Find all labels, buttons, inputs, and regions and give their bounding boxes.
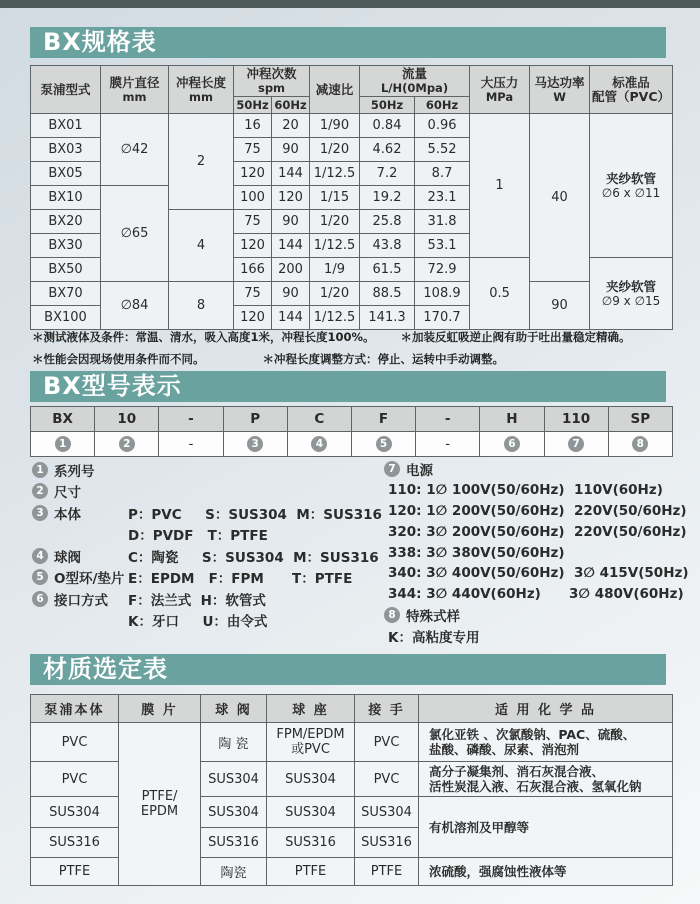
power-cell: 40 — [530, 114, 590, 282]
power-cell: 90 — [530, 282, 590, 330]
joint-cell: SUS304 — [355, 797, 419, 828]
flow60-cell: 53.1 — [415, 234, 470, 258]
header-flow-text: 流量 — [402, 66, 428, 81]
spm60-cell: 90 — [272, 210, 310, 234]
mark-dash-cell: - — [416, 432, 480, 457]
valve-cell: 陶瓷 — [201, 858, 267, 886]
model-cell: BX01 — [31, 114, 101, 138]
circled-number-6: 6 — [504, 436, 520, 452]
flow50-cell: 25.8 — [360, 210, 415, 234]
spm60-cell: 20 — [272, 114, 310, 138]
joint-cell: SUS316 — [355, 828, 419, 858]
circled-number-4: 4 — [32, 548, 48, 564]
header-flow-60hz: 60Hz — [415, 97, 470, 114]
model-code-row — [31, 407, 673, 432]
legend-oring-options: E：EPDM F：FPM T：PTFE — [128, 571, 353, 588]
header-stroke-text: 冲程长度 — [175, 74, 226, 90]
header-pressure-text: 大压力 — [480, 74, 519, 90]
spec-row-bx70 — [31, 282, 673, 306]
header-stroke-unit: mm — [189, 89, 213, 104]
spec-table — [30, 65, 673, 330]
circled-number-2: 2 — [119, 436, 135, 452]
ratio-cell: 1/20 — [310, 282, 360, 306]
circled-number-5: 5 — [32, 569, 48, 585]
header-chemicals: 适 用 化 学 品 — [419, 695, 673, 723]
seat-line1: FPM/EPDM — [276, 727, 345, 742]
seat-cell — [267, 723, 355, 762]
model-cell: BX03 — [31, 138, 101, 162]
header-spm-group — [234, 66, 310, 97]
material-header-row — [31, 695, 673, 723]
legend-valve-options: C：陶瓷 S：SUS304 M：SUS316 — [128, 549, 379, 566]
header-pump-body: 泵浦本体 — [31, 695, 119, 723]
legend-label-connection: 接口方式 — [54, 592, 108, 609]
legend-label-special: 特殊式样 — [406, 608, 460, 625]
power-line-338: 338: 3∅ 380V(50/60Hz) — [388, 544, 565, 561]
legend-item-body — [32, 502, 384, 524]
flow60-cell: 0.96 — [415, 114, 470, 138]
legend-label-size: 尺寸 — [54, 485, 81, 502]
chem-line1: 高分子凝集剂、消石灰混合液、 — [429, 764, 605, 779]
footnote-line-2 — [32, 351, 677, 367]
flow50-cell: 88.5 — [360, 282, 415, 306]
footnote-line-1 — [32, 329, 677, 345]
spm50-cell: 16 — [234, 114, 272, 138]
circled-number-1: 1 — [32, 462, 48, 478]
code-valve: C — [287, 407, 351, 432]
ratio-cell: 1/9 — [310, 258, 360, 282]
footnote-antisiphon: ＊加装反虹吸逆止阀有助于吐出量稳定精确。 — [400, 330, 631, 344]
circled-number-2: 2 — [32, 483, 48, 499]
joint-cell: PTFE — [355, 858, 419, 886]
ratio-cell: 1/12.5 — [310, 234, 360, 258]
circled-number-7: 7 — [384, 461, 400, 477]
legend-circle-2 — [32, 483, 54, 499]
spm60-cell: 120 — [272, 186, 310, 210]
footnote-test-conditions: ＊测试液体及条件：常温、清水，吸入高度1米，冲程长度100%。 — [32, 330, 375, 344]
legend-item-body-cont — [32, 524, 384, 546]
joint-cell: PVC — [355, 723, 419, 762]
mark-dash-cell: - — [159, 432, 223, 457]
code-connection: H — [480, 407, 544, 432]
code-special: SP — [608, 407, 672, 432]
mark-5-cell — [351, 432, 415, 457]
mark-3-cell — [223, 432, 287, 457]
code-series: BX — [31, 407, 95, 432]
diaphragm-line1: PTFE/ — [141, 789, 178, 804]
code-size: 10 — [95, 407, 159, 432]
spec-section-title: BX规格表 — [30, 27, 666, 58]
stroke-cell: 4 — [169, 210, 234, 282]
header-power-unit: W — [553, 89, 566, 104]
mark-6-cell — [480, 432, 544, 457]
header-power-text: 马达功率 — [534, 74, 585, 90]
legend-circle-6 — [32, 591, 54, 607]
circled-number-8: 8 — [632, 436, 648, 452]
power-option-344 — [384, 584, 684, 605]
header-diaphragm: 膜 片 — [119, 695, 201, 723]
stroke-cell: 2 — [169, 114, 234, 210]
code-body: P — [223, 407, 287, 432]
legend-item-valve — [32, 545, 384, 567]
legend-circle-3 — [32, 505, 54, 521]
flow60-cell: 31.8 — [415, 210, 470, 234]
spec-header-row-1 — [31, 66, 673, 97]
header-ball-valve: 球 阀 — [201, 695, 267, 723]
legend-circle-1 — [32, 462, 54, 478]
legend-label-oring: O型环/垫片 — [54, 571, 125, 588]
power-line-344: 344: 3∅ 440V(60Hz) 3∅ 480V(60Hz) — [388, 586, 684, 603]
mark-7-cell — [544, 432, 608, 457]
circled-number-5: 5 — [376, 436, 392, 452]
pipe-name: 夹纱软管 — [606, 279, 657, 294]
legend-item-size — [32, 481, 384, 503]
diaphragm-cell: ∅42 — [101, 114, 169, 186]
model-cell: BX50 — [31, 258, 101, 282]
footnote-stroke-adjust: ＊冲程长度调整方式：停止、运转中手动调整。 — [262, 352, 504, 366]
flow60-cell: 108.9 — [415, 282, 470, 306]
ratio-cell: 1/12.5 — [310, 306, 360, 330]
spm60-cell: 90 — [272, 138, 310, 162]
spm50-cell: 100 — [234, 186, 272, 210]
legend-item-series — [32, 459, 384, 481]
body-cell: PTFE — [31, 858, 119, 886]
header-ball-seat: 球 座 — [267, 695, 355, 723]
special-option-k — [384, 625, 672, 646]
spm50-cell: 120 — [234, 306, 272, 330]
header-pump-model — [31, 66, 101, 114]
flow60-cell: 72.9 — [415, 258, 470, 282]
model-code-table — [30, 406, 673, 457]
circled-number-3: 3 — [32, 505, 48, 521]
seat-cell: SUS304 — [267, 797, 355, 828]
legend-circle-4 — [32, 548, 54, 564]
valve-cell: SUS304 — [201, 762, 267, 797]
legend-left-column — [32, 459, 384, 646]
pipe-size: ∅9 x ∅15 — [601, 294, 661, 308]
chem-line2: 盐酸、磷酸、尿素、消泡剂 — [429, 742, 580, 757]
header-diaphragm-unit: mm — [122, 89, 147, 104]
circled-number-6: 6 — [32, 591, 48, 607]
flow60-cell: 23.1 — [415, 186, 470, 210]
material-row-1 — [31, 723, 673, 762]
top-edge-strip — [0, 0, 700, 8]
legend-label-valve: 球阀 — [54, 549, 81, 566]
code-dash: - — [416, 407, 480, 432]
spec-footnotes — [32, 329, 677, 373]
legend-label-power: 电源 — [406, 463, 433, 480]
header-flow-50hz: 50Hz — [360, 97, 415, 114]
flow50-cell: 0.84 — [360, 114, 415, 138]
chemicals-cell: 有机溶剂及甲醇等 — [419, 797, 673, 858]
seat-cell: SUS304 — [267, 762, 355, 797]
power-line-320: 320: 3∅ 200V(50/60Hz) 220V(50/60Hz) — [388, 523, 687, 540]
flow60-cell: 8.7 — [415, 162, 470, 186]
header-spm-60hz: 60Hz — [272, 97, 310, 114]
ratio-cell: 1/90 — [310, 114, 360, 138]
header-pipe-line1: 标准品 — [612, 74, 650, 90]
legend-item-power — [384, 459, 672, 480]
code-dash: - — [159, 407, 223, 432]
chemicals-cell — [419, 762, 673, 797]
code-power: 110 — [544, 407, 608, 432]
seat-line2: 或PVC — [291, 742, 330, 757]
chem-line2: 活性炭混入液、石灰混合液、氢氧化钠 — [429, 779, 642, 794]
power-option-340 — [384, 563, 689, 584]
header-pump-model-text: 泵浦型式 — [40, 81, 91, 97]
legend-connection-options-1: F：法兰式 H：软管式 — [128, 592, 266, 609]
header-spm-50hz: 50Hz — [234, 97, 272, 114]
circled-number-4: 4 — [311, 436, 327, 452]
circled-number-7: 7 — [568, 436, 584, 452]
header-flow-group — [360, 66, 470, 97]
model-cell: BX05 — [31, 162, 101, 186]
chem-line1: 氯化亚铁 、次氯酸钠、PAC、硫酸、 — [429, 727, 636, 742]
legend-body-options-1: P：PVC S：SUS304 M：SUS316 — [128, 506, 382, 523]
header-flow-unit: L/H(0Mpa) — [380, 81, 449, 95]
header-diaphragm-dia — [101, 66, 169, 114]
power-line-110: 110: 1∅ 100V(50/60Hz) 110V(60Hz) — [388, 482, 663, 499]
model-mark-row — [31, 432, 673, 457]
mark-8-cell — [608, 432, 672, 457]
header-diaphragm-text: 膜片直径 — [109, 74, 160, 90]
power-option-110 — [384, 480, 672, 501]
flow60-cell: 5.52 — [415, 138, 470, 162]
model-cell: BX10 — [31, 186, 101, 210]
legend-circle-7 — [384, 461, 406, 477]
flow60-cell: 170.7 — [415, 306, 470, 330]
spm50-cell: 120 — [234, 162, 272, 186]
circled-number-1: 1 — [55, 436, 71, 452]
legend-right-column — [384, 459, 689, 646]
code-oring: F — [351, 407, 415, 432]
header-spm-unit: spm — [257, 81, 286, 95]
spm50-cell: 75 — [234, 138, 272, 162]
ratio-cell: 1/12.5 — [310, 162, 360, 186]
spec-row-bx01 — [31, 114, 673, 138]
header-motor-power — [530, 66, 590, 114]
header-ratio-text: 减速比 — [315, 81, 354, 97]
header-pressure-unit: MPa — [485, 89, 514, 104]
footnote-performance: ＊性能会因现场使用条件而不同。 — [32, 352, 205, 366]
chemicals-cell: 浓硫酸，强腐蚀性液体等 — [419, 858, 673, 886]
ratio-cell: 1/20 — [310, 138, 360, 162]
body-cell: PVC — [31, 762, 119, 797]
spm60-cell: 144 — [272, 306, 310, 330]
flow50-cell: 141.3 — [360, 306, 415, 330]
header-standard-pipe — [590, 66, 673, 114]
legend-item-oring — [32, 567, 384, 589]
valve-cell: SUS304 — [201, 797, 267, 828]
spm50-cell: 166 — [234, 258, 272, 282]
legend-item-special — [384, 605, 672, 626]
body-cell: SUS304 — [31, 797, 119, 828]
joint-cell: PVC — [355, 762, 419, 797]
material-table — [30, 694, 673, 886]
header-spm-text: 冲程次数 — [246, 66, 297, 81]
spm60-cell: 144 — [272, 234, 310, 258]
spm50-cell: 75 — [234, 282, 272, 306]
pipe-size: ∅6 x ∅11 — [601, 186, 661, 200]
ratio-cell: 1/15 — [310, 186, 360, 210]
spm50-cell: 75 — [234, 210, 272, 234]
power-option-338 — [384, 542, 672, 563]
flow50-cell: 7.2 — [360, 162, 415, 186]
seat-cell: PTFE — [267, 858, 355, 886]
spm50-cell: 120 — [234, 234, 272, 258]
legend-circle-8 — [384, 607, 406, 623]
header-stroke-length — [169, 66, 234, 114]
header-joint: 接 手 — [355, 695, 419, 723]
legend-body-options-2: D：PVDF T：PTFE — [128, 528, 268, 545]
power-line-120: 120: 1∅ 200V(50/60Hz) 220V(50/60Hz) — [388, 502, 687, 519]
flow50-cell: 43.8 — [360, 234, 415, 258]
valve-cell: SUS316 — [201, 828, 267, 858]
flow50-cell: 61.5 — [360, 258, 415, 282]
circled-number-3: 3 — [247, 436, 263, 452]
chemicals-cell — [419, 723, 673, 762]
diaphragm-cell: ∅65 — [101, 186, 169, 282]
diaphragm-line2: EPDM — [140, 804, 179, 819]
spm60-cell: 144 — [272, 162, 310, 186]
model-legend — [32, 459, 689, 646]
model-cell: BX30 — [31, 234, 101, 258]
ratio-cell: 1/20 — [310, 210, 360, 234]
stroke-cell: 8 — [169, 282, 234, 330]
power-option-120 — [384, 501, 687, 522]
header-max-pressure — [470, 66, 530, 114]
body-cell: PVC — [31, 723, 119, 762]
header-ratio — [310, 66, 360, 114]
legend-circle-5 — [32, 569, 54, 585]
power-line-340: 340: 3∅ 400V(50/60Hz) 3∅ 415V(50Hz) — [388, 565, 689, 582]
body-cell: SUS316 — [31, 828, 119, 858]
valve-cell: 陶 瓷 — [201, 723, 267, 762]
pipe-cell — [590, 258, 673, 330]
material-section-title: 材质选定表 — [30, 654, 666, 685]
circled-number-8: 8 — [384, 607, 400, 623]
pipe-cell — [590, 114, 673, 258]
power-option-320 — [384, 521, 687, 542]
model-cell: BX20 — [31, 210, 101, 234]
legend-label-body: 本体 — [54, 506, 81, 523]
seat-cell: SUS316 — [267, 828, 355, 858]
diaphragm-cell: ∅84 — [101, 282, 169, 330]
flow50-cell: 19.2 — [360, 186, 415, 210]
model-cell: BX70 — [31, 282, 101, 306]
pipe-name: 夹纱软管 — [606, 171, 657, 186]
legend-item-connection-cont — [32, 610, 384, 632]
flow50-cell: 4.62 — [360, 138, 415, 162]
pressure-cell: 0.5 — [470, 258, 530, 330]
special-line-k: K：高粘度专用 — [388, 629, 480, 646]
diaphragm-cell — [119, 723, 201, 886]
mark-2-cell — [95, 432, 159, 457]
mark-4-cell — [287, 432, 351, 457]
spm60-cell: 200 — [272, 258, 310, 282]
model-cell: BX100 — [31, 306, 101, 330]
legend-item-connection — [32, 588, 384, 610]
model-section-title: BX型号表示 — [30, 371, 666, 402]
spm60-cell: 90 — [272, 282, 310, 306]
mark-1-cell — [31, 432, 95, 457]
pressure-cell: 1 — [470, 114, 530, 258]
legend-connection-options-2: K：牙口 U：由令式 — [128, 614, 268, 631]
header-pipe-line2: 配管（PVC） — [592, 88, 671, 104]
legend-label-series: 系列号 — [54, 463, 95, 480]
